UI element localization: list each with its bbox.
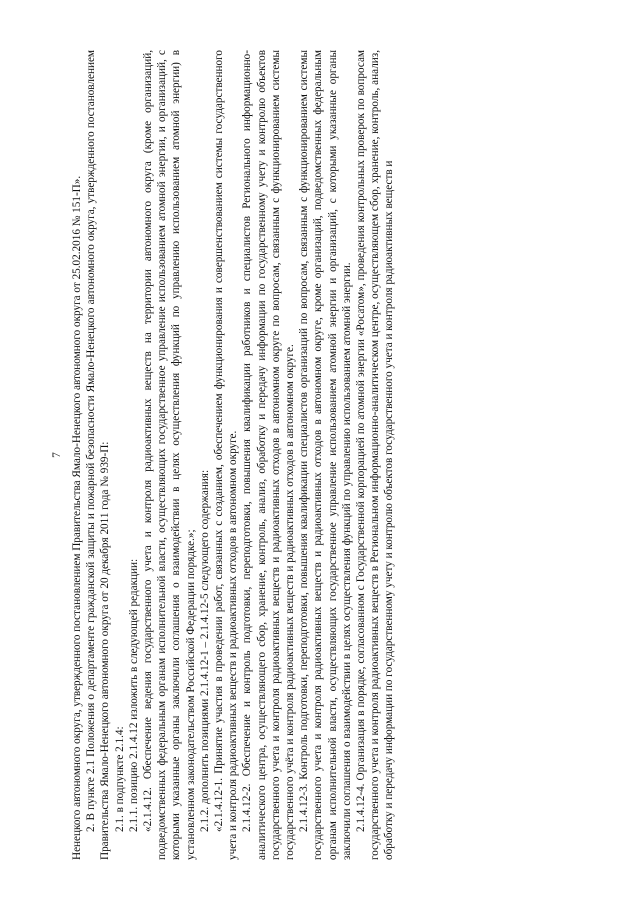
rotated-text-block	[48, 50, 608, 860]
paragraph: Ненецкого автономного округа, утвержденного постановлением Правительства Ямало-Ненецкого автономного округа от 25.02.2016 № 151-П».	[71, 175, 83, 860]
paragraph: 2. В пункте 2.1 Положения о департаменте гражданской защиты и пожарной безопасности Ямало-Ненецкого автономного округа, утвержденного постановлением Правительства Ямало-Ненецкого автономного округа от 20 декабря 2011 года № 939-П:	[85, 50, 112, 860]
paragraph: 2.1.4.12-3. Контроль подготовки, переподготовки, повышения квалификации специалистов организаций по вопросам, связанным с функционированием системы государственного учета и контроля радиоактивных веществ и радиоактивных отходов в автономном округе, кроме организаций, подведомственных федеральным органам исполнительной власти, осуществляющих государственное управление использованием атомной энергии и организаций, с которыми указанные органы заключили соглашения о взаимодействии в целях осуществления функций по управлению использованием атомной энергии.	[298, 50, 353, 860]
body-text	[48, 50, 397, 860]
paragraph: 2.1.4.12-4. Организация в порядке, согласованном с Государственной корпорацией по атомной энергии «Росатом», проведения контрольных проверок по вопросам государственного учета и контроля радиоактивных веществ в Региональном информационно-аналитическом центре, осуществляющем сбор, хранение, контроль, анализ, обработку и передачу информации по государственному учету и контролю объектов государственного учета и контроля радиоактивных веществ и	[355, 50, 396, 860]
paragraph: 2.1.1. позицию 2.1.4.12 изложить в следующей редакции:	[127, 558, 140, 832]
paragraph: 2.1. в подпункте 2.1.4:	[113, 726, 126, 832]
paragraph: 2.1.4.12-2. Обеспечение и контроль подготовки, переподготовки, повышения квалификации работников и специалистов Регионального информационно-аналитического центра, осуществляющего сбор, хранение, контроль, анализ, обработку и передачу информации по государственному учету и контролю объектов государственного учета и контроля радиоактивных веществ и радиоактивных отходов в автономном округе по вопросам, связанным с функционированием системы государственного учёта и контроля радиоактивных веществ и радиоактивных отходов в автономном округе.	[241, 50, 297, 860]
paragraph: 2.1.2. дополнить позициями 2.1.4.12-1 – 2.1.4.12-5 следующего содержания:	[198, 469, 211, 832]
page-number: 7	[51, 452, 63, 458]
paragraph: «2.1.4.12. Обеспечение ведения государственного учета и контроля радиоактивных веществ на территории автономного округа (кроме организаций, подведомственных федеральным органам исполнительной власти, осуществляющих государственное управление использованием атомной энергии, и организаций, с которыми указанные органы заключили соглашения о взаимодействии в целях осуществления функций по управлению использованием атомной энергии) в установленном законодательством Российской Федерации порядке.»;	[142, 50, 197, 860]
paragraph: «2.1.4.12-1. Принятие участия в проведении работ, связанных с созданием, обеспечением функционирования и совершенствованием системы государственного учета и контроля радиоактивных веществ и радиоактивных отходов в автономном округе.	[213, 50, 240, 860]
